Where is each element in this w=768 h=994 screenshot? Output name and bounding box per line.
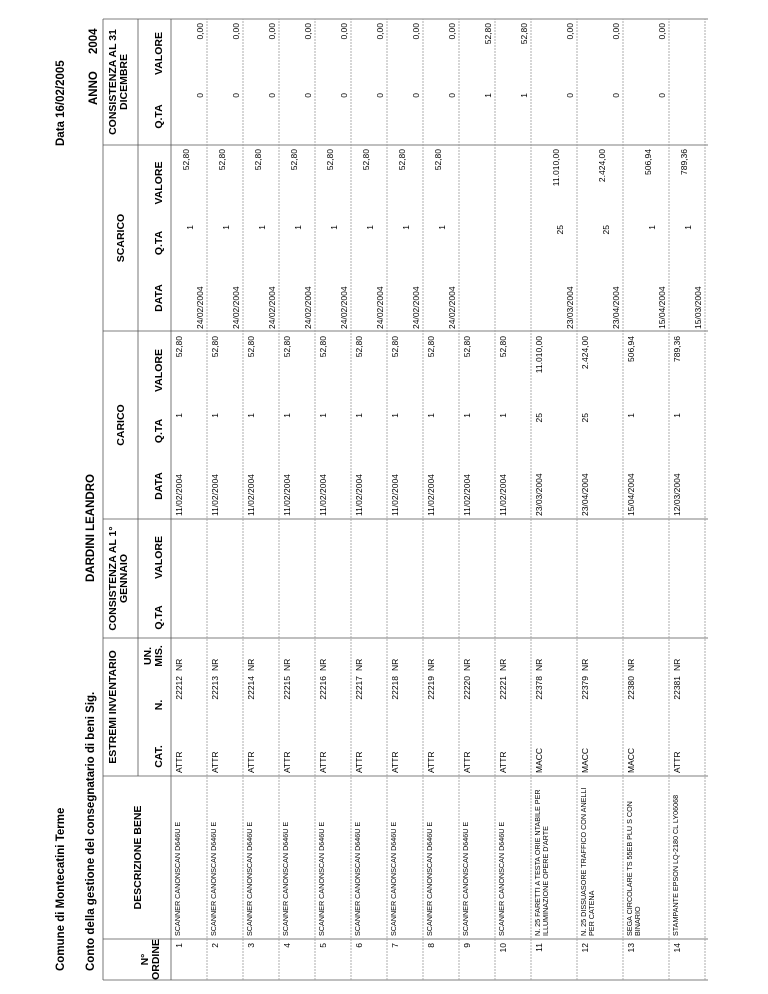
row-scarico-data: 24/02/2004 xyxy=(447,286,457,329)
row-descrizione: SCANNER CANONSCAN D646U E xyxy=(389,821,398,936)
row-descrizione: N. 25 DISSUASORE TRAFFICO CON ANELLI PER CATENA xyxy=(579,787,596,936)
row-scarico-data: 24/02/2004 xyxy=(231,286,241,329)
row-carico-qta: 1 xyxy=(174,413,184,418)
row-scarico-data: 24/02/2004 xyxy=(303,286,313,329)
row-descrizione: SCANNER CANONSCAN D646U E xyxy=(245,821,254,936)
row-carico-data: 11/02/2004 xyxy=(354,474,364,516)
row-fin-qta: 0 xyxy=(565,93,575,98)
row-scarico-qta: 25 xyxy=(601,225,611,235)
row-fin-qta: 0 xyxy=(231,93,241,98)
row-carico-data: 12/03/2004 xyxy=(672,473,682,516)
row-cat: ATTR xyxy=(282,751,292,773)
row-ordine: 12 xyxy=(580,943,590,953)
row-fin-qta: 1 xyxy=(519,93,529,98)
row-cat: ATTR xyxy=(210,751,220,773)
row-carico-valore: 52,80 xyxy=(390,336,400,358)
col-n: N. xyxy=(153,699,165,711)
col-carico: CARICO xyxy=(115,404,127,446)
row-scarico-valore: 52,80 xyxy=(289,149,299,171)
row-cat: ATTR xyxy=(498,751,508,773)
row-scarico-qta: 1 xyxy=(257,225,267,230)
row-cat: ATTR xyxy=(390,751,400,773)
row-numero: 22220 xyxy=(462,676,472,700)
row-unmis: NR xyxy=(210,658,220,671)
row-carico-qta: 1 xyxy=(462,413,472,418)
row-unmis: NR xyxy=(498,658,508,671)
row-fin-valore: 52,80 xyxy=(483,23,493,45)
row-cat: ATTR xyxy=(672,751,682,773)
col-estremi: ESTREMI INVENTARIO xyxy=(107,650,119,764)
row-carico-valore: 52,80 xyxy=(354,336,364,358)
row-unmis: NR xyxy=(534,658,544,671)
row-fin-qta: 1 xyxy=(483,93,493,98)
col-carico-valore: VALORE xyxy=(153,349,165,392)
row-descrizione: SCANNER CANONSCAN D646U E xyxy=(209,821,218,936)
col-carico-qta: Q.TA xyxy=(153,418,165,444)
row-unmis: NR xyxy=(174,658,184,671)
row-scarico-valore: 52,80 xyxy=(181,149,191,171)
row-unmis: NR xyxy=(354,658,364,671)
row-carico-valore: 2.424,00 xyxy=(580,336,590,370)
col-cons-iniziale: CONSISTENZA AL 1° GENNAIO xyxy=(107,526,130,631)
row-scarico-qta: 1 xyxy=(185,225,195,230)
row-numero: 22218 xyxy=(390,676,400,700)
col-ordine: N° ORDINE xyxy=(139,939,162,980)
row-carico-valore: 52,80 xyxy=(174,336,184,358)
row-scarico-valore: 789,36 xyxy=(679,149,689,175)
col-unmis: UN. MIS. xyxy=(142,645,165,667)
row-scarico-qta: 1 xyxy=(683,225,693,230)
col-cons-iniz-qta: Q.TA xyxy=(153,605,165,630)
row-descrizione: SCANNER CANONSCAN D646U E xyxy=(281,821,290,936)
row-scarico-valore: 52,80 xyxy=(217,149,227,171)
row-cat: ATTR xyxy=(246,751,256,773)
row-fin-qta: 0 xyxy=(339,93,349,98)
row-cat: ATTR xyxy=(426,751,436,773)
row-fin-valore: 0,00 xyxy=(447,23,457,40)
row-fin-qta: 0 xyxy=(303,93,313,98)
col-carico-data: DATA xyxy=(153,472,165,500)
row-cat: ATTR xyxy=(462,751,472,773)
row-scarico-data: 24/02/2004 xyxy=(411,286,421,329)
row-carico-data: 11/02/2004 xyxy=(246,474,256,516)
row-numero: 22215 xyxy=(282,676,292,700)
row-carico-qta: 1 xyxy=(426,413,436,418)
row-numero: 22214 xyxy=(246,676,256,700)
row-numero: 22378 xyxy=(534,676,544,700)
row-carico-data: 11/02/2004 xyxy=(462,474,472,516)
row-numero: 22212 xyxy=(174,676,184,700)
municipality-name: Comune di Montecatini Terme xyxy=(55,807,67,971)
row-descrizione: SCANNER CANONSCAN D646U E xyxy=(353,821,362,936)
row-carico-valore: 52,80 xyxy=(246,336,256,358)
row-cat: ATTR xyxy=(318,751,328,773)
row-scarico-valore: 52,80 xyxy=(433,149,443,171)
row-carico-data: 11/02/2004 xyxy=(282,474,292,516)
row-numero: 22379 xyxy=(580,676,590,700)
row-fin-qta: 0 xyxy=(411,93,421,98)
row-fin-valore: 0,00 xyxy=(657,23,667,40)
col-scarico-data: DATA xyxy=(153,284,165,312)
row-fin-qta: 0 xyxy=(195,93,205,98)
row-fin-qta: 0 xyxy=(657,93,667,98)
row-scarico-data: 23/03/2004 xyxy=(565,286,575,329)
col-scarico-valore: VALORE xyxy=(153,161,165,205)
row-descrizione: SCANNER CANONSCAN D646U E xyxy=(173,821,182,936)
row-scarico-qta: 1 xyxy=(329,225,339,230)
row-cat: ATTR xyxy=(354,751,364,773)
row-scarico-valore: 52,80 xyxy=(361,149,371,171)
row-fin-valore: 0,00 xyxy=(195,23,205,40)
row-unmis: NR xyxy=(318,658,328,671)
consignee-name: DARDINI LEANDRO xyxy=(85,474,97,582)
row-scarico-qta: 1 xyxy=(437,225,447,230)
row-unmis: NR xyxy=(672,658,682,671)
row-cat: MACC xyxy=(534,747,544,773)
row-fin-valore: 0,00 xyxy=(339,23,349,40)
row-cat: ATTR xyxy=(174,751,184,773)
row-scarico-valore: 52,80 xyxy=(397,149,407,171)
row-fin-valore: 0,00 xyxy=(375,23,385,40)
row-carico-qta: 1 xyxy=(390,413,400,418)
row-fin-valore: 0,00 xyxy=(267,23,277,40)
row-ordine: 5 xyxy=(318,943,328,948)
row-cat: MACC xyxy=(626,747,636,773)
row-ordine: 10 xyxy=(498,943,508,953)
row-unmis: NR xyxy=(426,658,436,671)
row-fin-valore: 0,00 xyxy=(611,23,621,40)
row-carico-qta: 1 xyxy=(498,413,508,418)
row-carico-qta: 1 xyxy=(672,413,682,418)
col-scarico: SCARICO xyxy=(115,213,127,263)
row-ordine: 11 xyxy=(534,943,544,952)
row-scarico-qta: 1 xyxy=(221,225,231,230)
row-carico-valore: 52,80 xyxy=(282,336,292,358)
row-fin-valore: 0,00 xyxy=(411,23,421,40)
row-carico-valore: 11.010,00 xyxy=(534,336,544,374)
row-fin-valore: 0,00 xyxy=(231,23,241,40)
row-numero: 22216 xyxy=(318,676,328,700)
row-scarico-data: 24/02/2004 xyxy=(375,286,385,329)
row-carico-qta: 1 xyxy=(318,413,328,418)
col-cons-iniz-valore: VALORE xyxy=(153,536,165,579)
row-ordine: 8 xyxy=(426,943,436,948)
row-unmis: NR xyxy=(626,658,636,671)
row-descrizione: SCANNER CANONSCAN D646U E xyxy=(461,821,470,936)
row-carico-data: 11/02/2004 xyxy=(498,474,508,516)
col-cat: CAT. xyxy=(153,745,165,768)
row-fin-valore: 0,00 xyxy=(303,23,313,40)
row-carico-valore: 52,80 xyxy=(498,336,508,358)
row-unmis: NR xyxy=(282,658,292,671)
row-carico-data: 11/02/2004 xyxy=(318,474,328,516)
row-ordine: 6 xyxy=(354,943,364,948)
col-descrizione: DESCRIZIONE BENE xyxy=(132,805,144,910)
row-unmis: NR xyxy=(390,658,400,671)
row-scarico-valore: 52,80 xyxy=(325,149,335,171)
row-scarico-data: 24/02/2004 xyxy=(339,286,349,329)
row-carico-data: 15/04/2004 xyxy=(626,473,636,516)
row-ordine: 13 xyxy=(626,943,636,953)
row-carico-valore: 789,36 xyxy=(672,336,682,362)
row-scarico-data: 15/03/2004 xyxy=(693,286,703,329)
row-ordine: 3 xyxy=(246,943,256,948)
row-descrizione: SEGA CIRCOLARE TS 55EB PLU S CON BINARIO xyxy=(625,801,642,936)
row-ordine: 14 xyxy=(672,943,682,953)
row-unmis: NR xyxy=(246,658,256,671)
row-descrizione: N. 25 FARETTI A TESTA ORIE NTABILE PER ILLUMINAZIONE OPERE D'ARTE xyxy=(533,789,550,936)
row-numero: 22380 xyxy=(626,676,636,700)
row-carico-data: 11/02/2004 xyxy=(390,474,400,516)
row-carico-data: 11/02/2004 xyxy=(426,474,436,516)
row-ordine: 7 xyxy=(390,943,400,948)
report-title: Conto della gestione del consegnatario di beni Sig. xyxy=(85,691,97,971)
row-carico-data: 11/02/2004 xyxy=(210,474,220,516)
row-scarico-valore: 52,80 xyxy=(253,149,263,171)
row-scarico-valore: 2.424,00 xyxy=(597,149,607,183)
row-numero: 22219 xyxy=(426,676,436,700)
row-descrizione: SCANNER CANONSCAN D646U E xyxy=(317,821,326,936)
row-numero: 22213 xyxy=(210,676,220,700)
row-cat: MACC xyxy=(580,747,590,773)
row-carico-qta: 1 xyxy=(354,413,364,418)
col-cons-fin-qta: Q.TA xyxy=(153,104,165,129)
row-scarico-qta: 1 xyxy=(647,225,657,230)
col-cons-fin-valore: VALORE xyxy=(153,32,165,75)
row-fin-qta: 0 xyxy=(267,93,277,98)
row-scarico-data: 23/04/2004 xyxy=(611,286,621,329)
row-carico-valore: 52,80 xyxy=(210,336,220,358)
report-date: Data 16/02/2005 xyxy=(55,60,67,146)
row-descrizione: SCANNER CANONSCAN D646U E xyxy=(497,821,506,936)
row-carico-data: 23/04/2004 xyxy=(580,473,590,516)
row-fin-qta: 0 xyxy=(375,93,385,98)
year-value: 2004 xyxy=(88,28,100,54)
row-fin-valore: 52,80 xyxy=(519,23,529,45)
row-carico-qta: 1 xyxy=(282,413,292,418)
row-numero: 22217 xyxy=(354,676,364,700)
row-descrizione: STAMPANTE EPSON LQ-2180 CL LY06068 xyxy=(671,794,680,936)
row-ordine: 2 xyxy=(210,943,220,948)
col-cons-finale: CONSISTENZA AL 31 DICEMBRE xyxy=(107,29,130,135)
row-scarico-data: 24/02/2004 xyxy=(267,286,277,329)
row-unmis: NR xyxy=(580,658,590,671)
row-fin-valore: 0,00 xyxy=(565,23,575,40)
year-label: ANNO xyxy=(88,71,100,105)
row-carico-data: 11/02/2004 xyxy=(174,474,184,516)
row-carico-data: 23/03/2004 xyxy=(534,473,544,516)
row-carico-qta: 25 xyxy=(580,413,590,423)
row-ordine: 1 xyxy=(174,943,184,948)
row-scarico-qta: 1 xyxy=(401,225,411,230)
row-descrizione: SCANNER CANONSCAN D646U E xyxy=(425,821,434,936)
row-carico-valore: 52,80 xyxy=(426,336,436,358)
row-carico-qta: 1 xyxy=(246,413,256,418)
row-numero: 22381 xyxy=(672,676,682,700)
row-scarico-qta: 1 xyxy=(365,225,375,230)
row-scarico-data: 15/04/2004 xyxy=(657,286,667,329)
row-carico-valore: 52,80 xyxy=(462,336,472,358)
row-scarico-data: 24/02/2004 xyxy=(195,286,205,329)
row-carico-qta: 25 xyxy=(534,413,544,423)
row-ordine: 4 xyxy=(282,943,292,948)
col-scarico-qta: Q.TA xyxy=(153,230,165,256)
row-carico-valore: 506,94 xyxy=(626,336,636,362)
row-fin-qta: 0 xyxy=(611,93,621,98)
row-scarico-valore: 506,94 xyxy=(643,149,653,175)
row-fin-qta: 0 xyxy=(447,93,457,98)
row-ordine: 9 xyxy=(462,943,472,948)
row-numero: 22221 xyxy=(498,676,508,700)
row-scarico-qta: 1 xyxy=(293,225,303,230)
row-scarico-valore: 11.010,00 xyxy=(551,149,561,187)
row-carico-valore: 52,80 xyxy=(318,336,328,358)
row-carico-qta: 1 xyxy=(626,413,636,418)
row-unmis: NR xyxy=(462,658,472,671)
row-scarico-qta: 25 xyxy=(555,225,565,235)
row-carico-qta: 1 xyxy=(210,413,220,418)
